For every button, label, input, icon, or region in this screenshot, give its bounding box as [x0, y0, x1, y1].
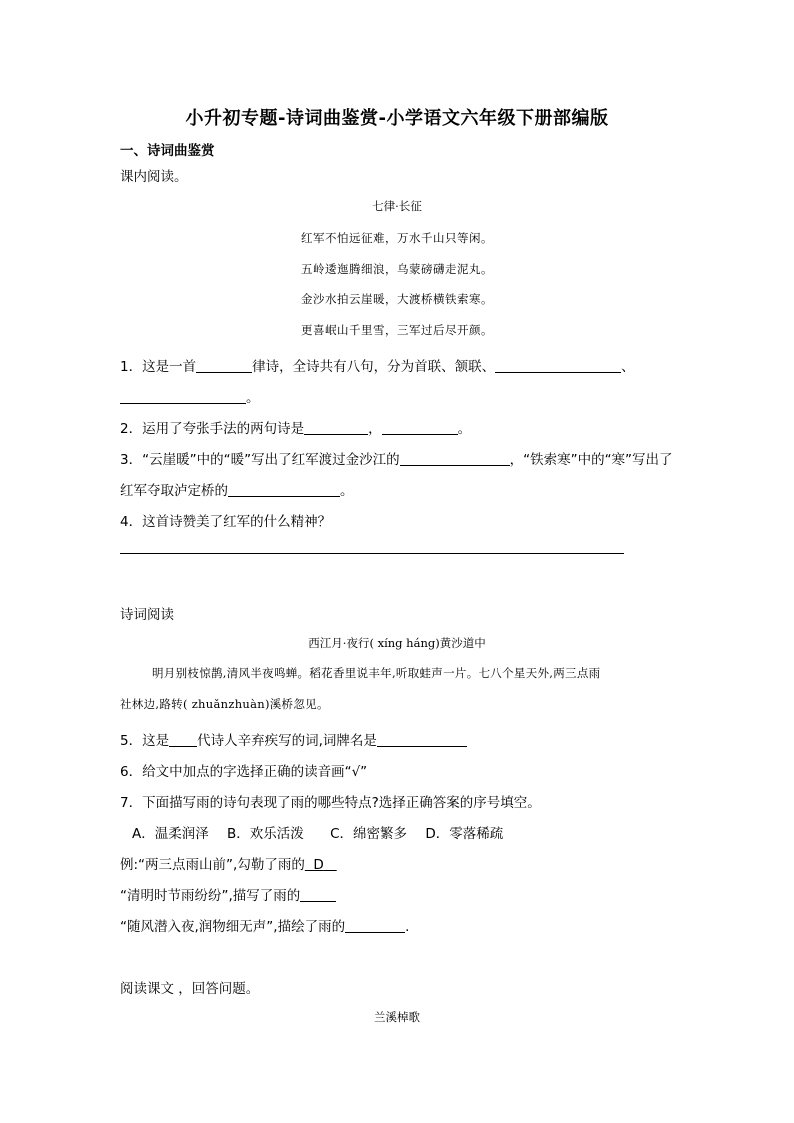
question-2	[120, 417, 471, 437]
answer-line-q4[interactable]	[120, 553, 624, 554]
blank-q2-line-1[interactable]	[304, 420, 368, 435]
verse-line-2: 社林边,路转( zhuǎnzhuàn)溪桥忽见。	[120, 697, 329, 711]
question-4: 4．这首诗赞美了红军的什么精神？	[120, 514, 332, 530]
blank-q5-cipai[interactable]	[377, 732, 467, 747]
rain-line-3-text: “随风潜入夜,润物细无声”,描绘了雨的	[120, 919, 346, 935]
blank-q3-cold[interactable]	[228, 482, 340, 497]
options-row	[132, 822, 517, 842]
poem-title-changzheng: 七律·长征	[372, 199, 422, 213]
blank-rain-3[interactable]	[345, 918, 405, 933]
question-3-text-b: ，“铁索寒”中的“寒”写出了	[509, 452, 673, 468]
option-c[interactable]: C．绵密繁多	[330, 826, 408, 842]
question-2-text-c: 。	[457, 421, 472, 437]
question-7: 7．下面描写雨的诗句表现了雨的哪些特点?选择正确答案的序号填空。	[120, 795, 541, 811]
section-heading-reading: 阅读课文 ，回答问题。	[120, 981, 260, 997]
example-answer-letter: D	[313, 857, 324, 873]
question-5-text-b: 代诗人辛弃疾写的词,词牌名是	[197, 733, 377, 749]
section-heading-appreciation: 一、诗词曲鉴赏	[120, 143, 215, 159]
blank-q3-warm[interactable]	[400, 451, 510, 466]
rain-line-2-text: “清明时节雨纷纷”,描写了雨的	[120, 888, 301, 904]
question-6: 6．给文中加点的字选择正确的读音画“√”	[120, 764, 368, 780]
question-1-text-c: 、	[621, 359, 635, 375]
question-5	[120, 729, 467, 749]
poem-line-2: 五岭逶迤腾细浪，乌蒙磅礴走泥丸。	[301, 262, 493, 276]
question-1-text-d: 。	[246, 390, 260, 406]
blank-q1-lianname-1[interactable]	[495, 358, 621, 373]
blank-rain-2[interactable]	[300, 887, 336, 902]
question-3-text-a: 3．“云崖暖”中的“暖”写出了红军渡过金沙江的	[120, 452, 400, 468]
question-3-cont	[120, 479, 354, 499]
question-1-text-b: 律诗，全诗共有八句，分为首联、颔联、	[252, 359, 496, 375]
document-title: 小升初专题-诗词曲鉴赏-小学语文六年级下册部编版	[185, 108, 609, 129]
poem-line-4: 更喜岷山千里雪，三军过后尽开颜。	[301, 323, 493, 337]
question-5-text-a: 5．这是	[120, 733, 170, 749]
rain-line-2	[120, 884, 336, 904]
question-1-text-a: 1．这是一首	[120, 359, 197, 375]
option-a[interactable]: A．温柔润泽	[132, 826, 209, 842]
blank-q1-type[interactable]	[196, 358, 252, 373]
question-3-text-c: 红军夺取泸定桥的	[120, 483, 228, 499]
example-text: 例:“两三点雨山前”,勾勒了雨的	[120, 857, 305, 873]
question-3	[120, 448, 673, 468]
section-subheading-inclass: 课内阅读。	[120, 169, 188, 185]
option-b[interactable]: B．欢乐活泼	[227, 826, 304, 842]
option-d[interactable]: D．零落稀疏	[425, 826, 504, 842]
section-heading-poetry-reading: 诗词阅读	[120, 607, 174, 623]
question-1	[120, 355, 635, 375]
poem-title-xijiangyue: 西江月·夜行( xíng háng)黄沙道中	[308, 636, 486, 650]
example-line	[120, 853, 337, 873]
verse-line-1: 明月别枝惊鹊,清风半夜鸣蝉。稻花香里说丰年,听取蛙声一片。七八个星天外,两三点雨	[152, 666, 601, 680]
rain-line-3	[120, 915, 409, 935]
question-2-text-b: ，	[368, 421, 382, 437]
blank-q5-dynasty[interactable]	[169, 732, 197, 747]
poem-line-1: 红军不怕远征难，万水千山只等闲。	[301, 231, 493, 245]
poem-line-3: 金沙水拍云崖暖，大渡桥横铁索寒。	[301, 292, 493, 306]
example-answer	[305, 857, 337, 873]
blank-q1-lianname-2[interactable]	[120, 389, 246, 404]
blank-q2-line-2[interactable]	[382, 420, 458, 435]
rain-line-3-end: .	[405, 919, 410, 935]
question-3-text-d: 。	[340, 483, 354, 499]
poem-title-lanxi: 兰溪棹歌	[374, 1010, 420, 1024]
question-1-cont	[120, 386, 260, 406]
question-2-text-a: 2．运用了夸张手法的两句诗是	[120, 421, 305, 437]
